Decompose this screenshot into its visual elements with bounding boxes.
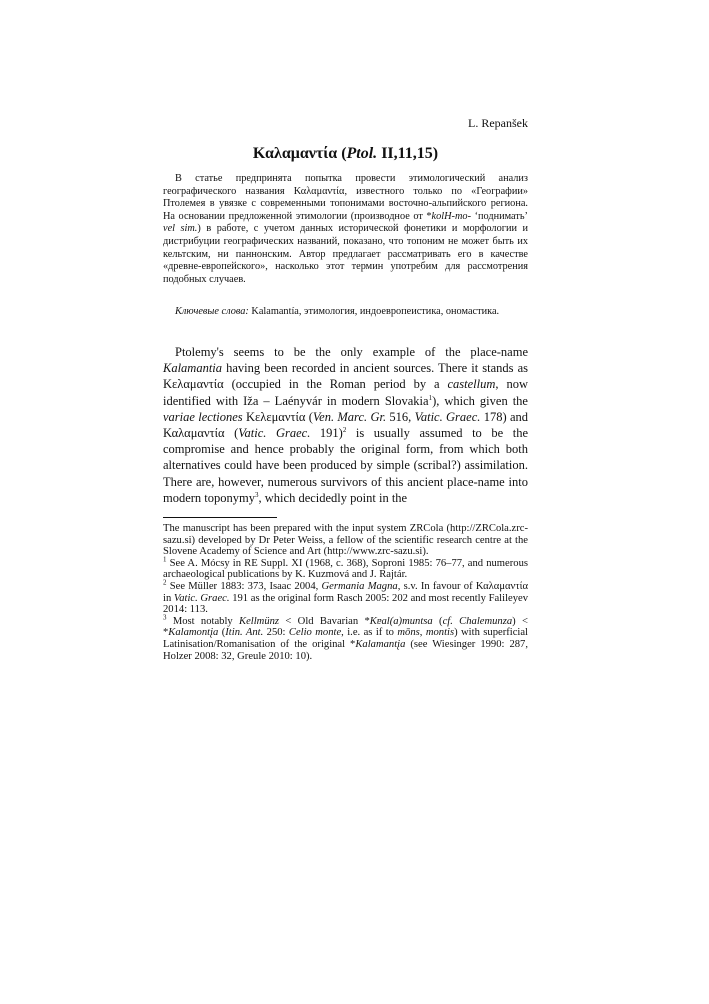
footnote-ref-2: 2 bbox=[342, 425, 347, 434]
footnote-1: $^1$ See A. Mócsy in RE Suppl. XI (1968, c. 368), Soproni 1985: 76–77, and numerous archaeological publications by K. Kuzmová and J. Rajtár. bbox=[163, 555, 528, 581]
body-paragraph: Ptolemy's seems to be the only example of the place-name Kalamantia having been recorded in ancient sources. There it stands as Κελαμαντία (occupied in the Roman period by a castellum, now identified with Iža – Laényvár in modern Slovakia$^1$), which given the variae lectiones Κελεμαντία (Ven. Marc. Gr. 516, Vatic. Graec. 178) and Καλαμαντία (Vatic. Graec. 191)$^2$ is usually assumed to be the compromise and hence probably the original form, from which both alternatives could have been produced by simple (scribal?) assimilation. There are, however, numerous survivors of this ancient place-name into modern toponymy$^3$, which decidedly point in the bbox=[163, 345, 528, 505]
footnote-2: $^2$ See Müller 1883: 373, Isaac 2004, Germania Magna, s.v. In favour of Καλαμαντία in Vatic. Graec. 191 as the original form Rasch 2005: 202 and most recently Falileyev 2014: 113. bbox=[163, 578, 529, 616]
keywords: Ключевые слова: Kalamantía, этимология, индоевропеистика, ономастика. bbox=[175, 306, 500, 317]
footnote-ref-1: 1 bbox=[428, 393, 433, 402]
title-ref: II,11,15) bbox=[381, 145, 439, 162]
footnote-divider bbox=[163, 517, 277, 518]
running-header-author: L. Repanšek bbox=[468, 116, 528, 130]
footnote-3: $^3$ Most notably Kellmünz < Old Bavarian *Kɐal(a)muntsa (cf. Chalemunza) < *Kalamontįa (Itin. Ant. 250: Celio monte, i.e. as if to mōns, montis) with superficial Latinisation/Romanisation of the original *Kalamantįa (see Wiesinger 1990: 287, Holzer 2008: 32, Greule 2010: 10). bbox=[163, 613, 528, 662]
footnotes bbox=[163, 523, 528, 662]
title-greek: Καλαμαντία bbox=[252, 145, 338, 162]
abstract-russian: В статье предпринята попытка провести этимологический анализ географического названия Καλαμαντία, известного только по «Географии» Птолемея в увязке с современными топонимами восточно-альпийского региона. На основании предложенной этимологии (производное от *kolH-mo- ‘поднимать’ vel sim.) в работе, с учетом данных исторической фонетики и морфологии и дистрибуции географических названий, показано, что топоним не может быть их кельтским, ни паннонским. Автор предлагает рассматривать его в качестве «древне-европейского», насколько этот термин употребим для рассмотрения подобных случаев. bbox=[163, 173, 528, 285]
article-title: Καλαμαντία (Ptol. II,11,15) bbox=[252, 145, 439, 162]
keywords-label: Ключевые слова: bbox=[175, 306, 249, 317]
title-ptol: Ptol. bbox=[346, 145, 378, 162]
footnote-intro: The manuscript has been prepared with the input system ZRCola (http://ZRCola.zrc-sazu.si) developed by Dr Peter Weiss, a fellow of the scientific research centre at the Slovene Academy of Science and Art (http://www.zrc-sazu.si). bbox=[163, 523, 528, 558]
footnote-ref-3: 3 bbox=[255, 490, 259, 499]
